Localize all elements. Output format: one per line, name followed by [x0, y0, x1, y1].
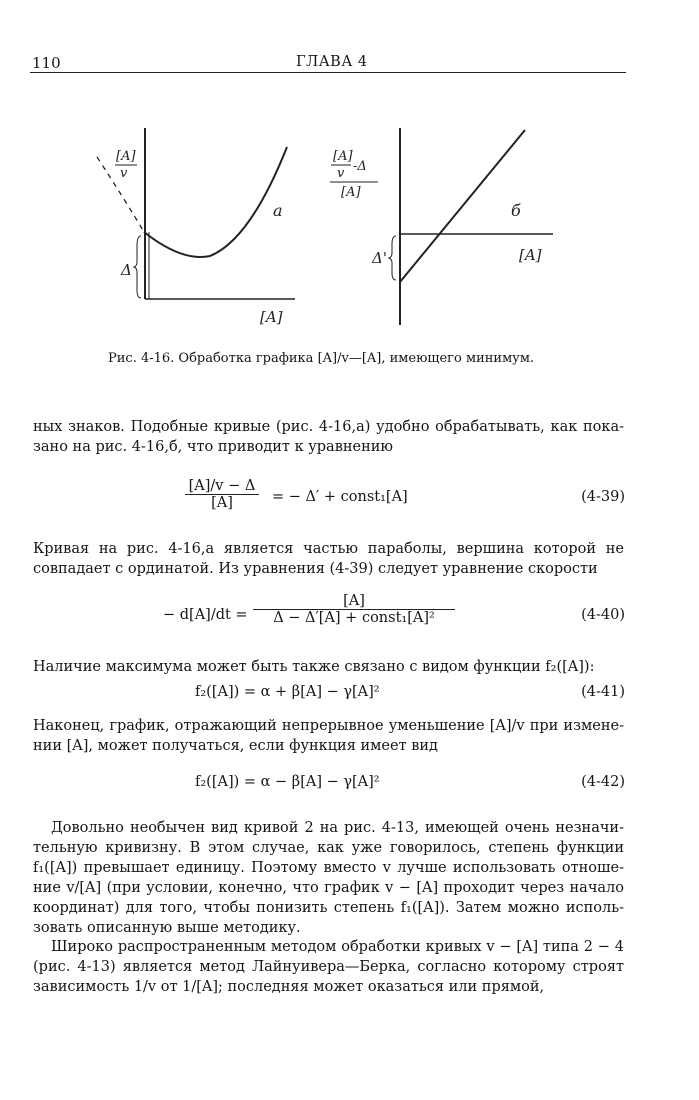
right-straight-line — [400, 130, 525, 282]
eq42-text: f₂([A]) = α − β[A] − γ[A]² — [195, 774, 380, 790]
right-y-label-den: [A] — [341, 185, 361, 200]
paragraph-4: Наконец, график, отражающий непрерывное уменьшение [A]/v при измене-нии [A], может получаться, если функция имеет вид — [33, 718, 624, 754]
right-plot — [389, 128, 553, 325]
paragraph-1: ных знаков. Подобные кривые (рис. 4-16,а) удобно обрабатывать, как пока-зано на рис. 4-16,б, что приводит к уравнению — [33, 419, 624, 455]
eq40-number: (4-40) — [581, 607, 625, 623]
right-curve-label: б — [511, 201, 521, 220]
eq39-rhs: = − Δ′ + const₁[A] — [272, 489, 408, 505]
equation-4-41 — [0, 684, 699, 708]
eq40-lhs: − d[A]/dt = — [163, 607, 248, 623]
right-y-label-mid: v — [337, 166, 345, 181]
eq39-denominator: [A] — [211, 495, 233, 511]
eq40-numerator: [A] — [253, 593, 455, 610]
eq40-denominator: Δ − Δ′[A] + const₁[A]² — [273, 610, 435, 626]
right-x-label: [A] — [519, 246, 542, 264]
right-offset-label: Δ' — [372, 249, 387, 267]
equation-4-42 — [0, 774, 699, 798]
left-y-label-num: [A] — [116, 149, 136, 164]
right-y-label-num: [A] — [333, 149, 353, 164]
paragraph-3: Наличие максимума может быть также связано с видом функции f₂([A]): — [33, 659, 595, 675]
right-y-label-minus: -Δ — [353, 159, 367, 174]
eq41-number: (4-41) — [581, 684, 625, 700]
left-curve-label: a — [273, 201, 283, 220]
equation-4-40 — [0, 593, 699, 633]
left-x-label: [A] — [260, 308, 283, 326]
figure-4-16 — [0, 0, 699, 340]
left-offset-label: Δ — [121, 261, 132, 279]
equation-4-39 — [0, 478, 699, 518]
paragraph-5: Довольно необычен вид кривой 2 на рис. 4-13, имеющей очень незначи-тельную кривизну. В этом случае, как уже говорилось, степень функции f₁([A]) превышает единицу. Поэтому вместо v лучше использовать отноше-ние v/[A] (при условии, конечно, что график v − [A] проходит через начало координат) для того, чтобы понизить степень f₁([A]). Затем можно исполь-зовать описанную выше методику. — [33, 820, 624, 936]
eq39-fraction — [176, 478, 268, 511]
right-offset-brace — [389, 236, 396, 280]
figure-caption: Рис. 4-16. Обработка графика [A]/v—[A], имеющего минимум. — [108, 351, 535, 366]
eq39-number: (4-39) — [581, 489, 625, 505]
left-parabola-curve — [144, 147, 287, 257]
eq40-fraction — [253, 593, 455, 626]
eq39-numerator: [A]/v − Δ — [185, 478, 260, 495]
eq41-text: f₂([A]) = α + β[A] − γ[A]² — [195, 684, 380, 700]
paragraph-2: Кривая на рис. 4-16,а является частью параболы, вершина которой не совпадает с ординатой. Из уравнения (4-39) следует уравнение скорости — [33, 541, 624, 577]
eq42-number: (4-42) — [581, 774, 625, 790]
left-y-label-den: v — [120, 166, 128, 181]
paragraph-6: Широко распространенным методом обработки кривых v − [A] типа 2 − 4 (рис. 4-13) является метод Лайнуивера—Берка, согласно которому строят зависимость 1/v от 1/[A]; последняя может оказаться или прямой, — [33, 939, 624, 995]
page-number: 110 — [32, 54, 61, 72]
left-offset-brace — [134, 236, 141, 298]
chapter-title: ГЛАВА 4 — [296, 54, 368, 70]
